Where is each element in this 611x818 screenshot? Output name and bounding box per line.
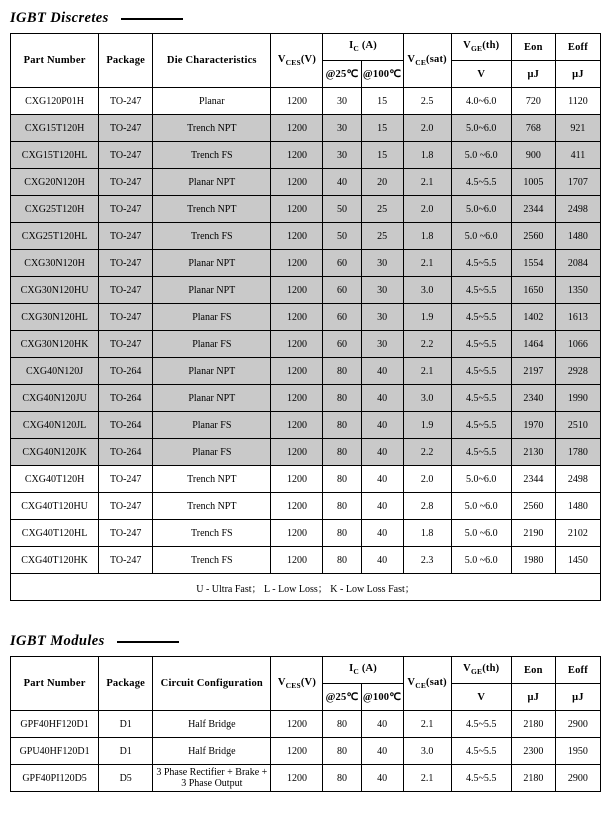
die-characteristics-cell: Planar FS (153, 304, 271, 331)
eon-cell: 2130 (511, 439, 555, 466)
table-row (11, 412, 601, 439)
vge-th-cell: 4.5~5.5 (451, 385, 511, 412)
package-cell: TO-247 (99, 277, 153, 304)
vces-cell: 1200 (271, 142, 323, 169)
eon-cell: 1650 (511, 277, 555, 304)
eoff-cell: 1480 (555, 493, 600, 520)
vce-sat-cell: 2.0 (403, 115, 451, 142)
eon-cell: 1554 (511, 250, 555, 277)
vces-cell: 1200 (271, 223, 323, 250)
vge-th-cell: 5.0 ~6.0 (451, 142, 511, 169)
ic-25c-cell: 80 (323, 765, 361, 792)
vge-th-cell: 5.0 ~6.0 (451, 520, 511, 547)
col-header-package: Package (99, 657, 153, 711)
vge-th-cell: 5.0 ~6.0 (451, 493, 511, 520)
ic-25c-cell: 80 (323, 412, 361, 439)
vces-cell: 1200 (271, 277, 323, 304)
vces-cell: 1200 (271, 711, 323, 738)
ic-100c-cell: 15 (361, 115, 403, 142)
table-footnote: U - Ultra Fast； L - Low Loss； K - Low Loss Fast； (11, 574, 601, 601)
table-row (11, 493, 601, 520)
part-number-cell: GPF40HF120D1 (11, 711, 99, 738)
section-heading-discretes (10, 10, 611, 27)
die-characteristics-cell: Trench NPT (153, 493, 271, 520)
package-cell: D5 (99, 765, 153, 792)
eoff-cell: 411 (555, 142, 600, 169)
ic-25c-cell: 30 (323, 115, 361, 142)
ic-25c-cell: 80 (323, 493, 361, 520)
ic-25c-cell: 80 (323, 711, 361, 738)
vce-sat-cell: 3.0 (403, 738, 451, 765)
die-characteristics-cell: Trench NPT (153, 466, 271, 493)
package-cell: TO-247 (99, 520, 153, 547)
eoff-cell: 1707 (555, 169, 600, 196)
part-number-cell: CXG25T120H (11, 196, 99, 223)
die-characteristics-cell: Planar (153, 88, 271, 115)
vge-th-cell: 4.5~5.5 (451, 358, 511, 385)
ic-25c-cell: 80 (323, 520, 361, 547)
vces-cell: 1200 (271, 88, 323, 115)
table-row (11, 439, 601, 466)
package-cell: TO-264 (99, 439, 153, 466)
die-characteristics-cell: Planar NPT (153, 169, 271, 196)
part-number-cell: CXG40N120JU (11, 385, 99, 412)
table-row (11, 88, 601, 115)
vge-th-cell: 4.5~5.5 (451, 711, 511, 738)
table-row (11, 115, 601, 142)
eon-cell: 2180 (511, 765, 555, 792)
table-row (11, 169, 601, 196)
die-characteristics-cell: Trench FS (153, 547, 271, 574)
ic-100c-cell: 30 (361, 331, 403, 358)
die-characteristics-cell: Planar FS (153, 439, 271, 466)
eoff-cell: 2498 (555, 196, 600, 223)
package-cell: TO-264 (99, 385, 153, 412)
die-characteristics-cell: Planar NPT (153, 250, 271, 277)
ic-25c-cell: 30 (323, 142, 361, 169)
eon-cell: 768 (511, 115, 555, 142)
eon-cell: 1464 (511, 331, 555, 358)
col-header-vge-th-unit: V (451, 684, 511, 711)
vge-th-cell: 4.5~5.5 (451, 765, 511, 792)
part-number-cell: CXG120P01H (11, 88, 99, 115)
section-gap (0, 601, 611, 623)
col-header-vces: $V_{CES}(V)$ (271, 657, 323, 711)
package-cell: TO-247 (99, 304, 153, 331)
part-number-cell: CXG40T120HK (11, 547, 99, 574)
part-number-cell: GPU40HF120D1 (11, 738, 99, 765)
eoff-cell: 2510 (555, 412, 600, 439)
ic-25c-cell: 60 (323, 250, 361, 277)
ic-25c-cell: 80 (323, 466, 361, 493)
col-header-die-characteristics: Die Characteristics (153, 34, 271, 88)
ic-100c-cell: 40 (361, 385, 403, 412)
vce-sat-cell: 2.8 (403, 493, 451, 520)
vce-sat-cell: 2.1 (403, 250, 451, 277)
table-row (11, 738, 601, 765)
vge-th-cell: 4.5~5.5 (451, 331, 511, 358)
col-header-vge-th: $V_{GE}(th)$ (451, 34, 511, 61)
vce-sat-cell: 3.0 (403, 277, 451, 304)
package-cell: TO-247 (99, 142, 153, 169)
vce-sat-cell: 2.2 (403, 439, 451, 466)
vce-sat-cell: 2.0 (403, 466, 451, 493)
col-header-eon-unit: μJ (511, 684, 555, 711)
col-header-eoff-unit: μJ (555, 684, 600, 711)
die-characteristics-cell: Planar FS (153, 331, 271, 358)
ic-100c-cell: 40 (361, 520, 403, 547)
ic-100c-cell: 40 (361, 711, 403, 738)
vces-cell: 1200 (271, 196, 323, 223)
eon-cell: 2560 (511, 493, 555, 520)
ic-100c-cell: 30 (361, 304, 403, 331)
col-header-eon: Eon (511, 657, 555, 684)
eon-cell: 1402 (511, 304, 555, 331)
ic-25c-cell: 60 (323, 277, 361, 304)
vces-cell: 1200 (271, 358, 323, 385)
die-characteristics-cell: Half Bridge (153, 711, 271, 738)
vce-sat-cell: 1.8 (403, 223, 451, 250)
ic-25c-cell: 80 (323, 547, 361, 574)
ic-25c-cell: 40 (323, 169, 361, 196)
table-row (11, 385, 601, 412)
package-cell: TO-264 (99, 358, 153, 385)
vge-th-cell: 5.0 ~6.0 (451, 223, 511, 250)
ic-100c-cell: 15 (361, 142, 403, 169)
package-cell: TO-247 (99, 466, 153, 493)
igbt-modules-body (11, 711, 601, 792)
igbt-discretes-body (11, 88, 601, 601)
die-characteristics-cell: Planar NPT (153, 277, 271, 304)
die-characteristics-cell: Planar NPT (153, 385, 271, 412)
ic-100c-cell: 40 (361, 412, 403, 439)
table-row (11, 250, 601, 277)
vce-sat-cell: 2.1 (403, 765, 451, 792)
vce-sat-cell: 2.3 (403, 547, 451, 574)
table-row (11, 223, 601, 250)
ic-25c-cell: 80 (323, 358, 361, 385)
vce-sat-cell: 2.1 (403, 711, 451, 738)
eon-cell: 2344 (511, 196, 555, 223)
table-row (11, 196, 601, 223)
package-cell: TO-247 (99, 115, 153, 142)
part-number-cell: CXG40N120J (11, 358, 99, 385)
vce-sat-cell: 2.0 (403, 196, 451, 223)
ic-25c-cell: 30 (323, 88, 361, 115)
vge-th-cell: 5.0~6.0 (451, 196, 511, 223)
vces-cell: 1200 (271, 331, 323, 358)
part-number-cell: GPF40PI120D5 (11, 765, 99, 792)
col-header-vce-sat: $V_{CE}(sat)$ (403, 34, 451, 88)
part-number-cell: CXG15T120H (11, 115, 99, 142)
part-number-cell: CXG30N120HU (11, 277, 99, 304)
vce-sat-cell: 1.8 (403, 142, 451, 169)
die-characteristics-cell: Trench NPT (153, 115, 271, 142)
vces-cell: 1200 (271, 493, 323, 520)
col-header-ic-25c: @25℃ (323, 684, 361, 711)
eon-cell: 1970 (511, 412, 555, 439)
eoff-cell: 2084 (555, 250, 600, 277)
ic-100c-cell: 30 (361, 277, 403, 304)
vces-cell: 1200 (271, 466, 323, 493)
eoff-cell: 2900 (555, 711, 600, 738)
part-number-cell: CXG20N120H (11, 169, 99, 196)
col-header-vge-th-unit: V (451, 61, 511, 88)
package-cell: TO-247 (99, 223, 153, 250)
ic-100c-cell: 40 (361, 738, 403, 765)
package-cell: TO-247 (99, 493, 153, 520)
package-cell: TO-247 (99, 88, 153, 115)
section-heading-modules (10, 633, 611, 650)
ic-100c-cell: 25 (361, 196, 403, 223)
part-number-cell: CXG40T120H (11, 466, 99, 493)
table-row (11, 331, 601, 358)
eon-cell: 1005 (511, 169, 555, 196)
vce-sat-cell: 2.1 (403, 169, 451, 196)
col-header-ic-100c: @100℃ (361, 61, 403, 88)
col-header-eon-unit: μJ (511, 61, 555, 88)
part-number-cell: CXG30N120HK (11, 331, 99, 358)
package-cell: D1 (99, 711, 153, 738)
package-cell: D1 (99, 738, 153, 765)
part-number-cell: CXG40N120JK (11, 439, 99, 466)
vge-th-cell: 4.0~6.0 (451, 88, 511, 115)
ic-100c-cell: 40 (361, 358, 403, 385)
eon-cell: 2190 (511, 520, 555, 547)
part-number-cell: CXG40T120HU (11, 493, 99, 520)
package-cell: TO-247 (99, 547, 153, 574)
vces-cell: 1200 (271, 304, 323, 331)
eoff-cell: 1613 (555, 304, 600, 331)
table-row (11, 358, 601, 385)
ic-100c-cell: 30 (361, 250, 403, 277)
col-header-ic-25c: @25℃ (323, 61, 361, 88)
vge-th-cell: 4.5~5.5 (451, 250, 511, 277)
section-title-modules: IGBT Modules (10, 633, 105, 649)
eoff-cell: 1990 (555, 385, 600, 412)
table-row (11, 765, 601, 792)
col-header-eoff-unit: μJ (555, 61, 600, 88)
heading-rule-2 (117, 641, 179, 643)
eoff-cell: 921 (555, 115, 600, 142)
vces-cell: 1200 (271, 520, 323, 547)
eoff-cell: 1066 (555, 331, 600, 358)
eon-cell: 720 (511, 88, 555, 115)
col-header-vces: $V_{CES}(V)$ (271, 34, 323, 88)
eoff-cell: 1780 (555, 439, 600, 466)
ic-25c-cell: 50 (323, 223, 361, 250)
table-header-row-1 (11, 657, 601, 684)
ic-100c-cell: 40 (361, 439, 403, 466)
vce-sat-cell: 2.2 (403, 331, 451, 358)
eon-cell: 2560 (511, 223, 555, 250)
ic-25c-cell: 60 (323, 331, 361, 358)
col-header-circuit-configuration: Circuit Configuration (153, 657, 271, 711)
part-number-cell: CXG30N120H (11, 250, 99, 277)
package-cell: TO-247 (99, 169, 153, 196)
vces-cell: 1200 (271, 115, 323, 142)
die-characteristics-cell: Trench NPT (153, 196, 271, 223)
vge-th-cell: 4.5~5.5 (451, 304, 511, 331)
eon-cell: 2300 (511, 738, 555, 765)
table-row (11, 711, 601, 738)
vce-sat-cell: 1.9 (403, 412, 451, 439)
eoff-cell: 1120 (555, 88, 600, 115)
col-header-vge-th: $V_{GE}(th)$ (451, 657, 511, 684)
vces-cell: 1200 (271, 412, 323, 439)
package-cell: TO-247 (99, 331, 153, 358)
vce-sat-cell: 3.0 (403, 385, 451, 412)
vge-th-cell: 5.0~6.0 (451, 466, 511, 493)
ic-100c-cell: 25 (361, 223, 403, 250)
vces-cell: 1200 (271, 169, 323, 196)
eoff-cell: 2900 (555, 765, 600, 792)
ic-25c-cell: 50 (323, 196, 361, 223)
die-characteristics-cell: Trench FS (153, 142, 271, 169)
eoff-cell: 2928 (555, 358, 600, 385)
package-cell: TO-247 (99, 196, 153, 223)
package-cell: TO-264 (99, 412, 153, 439)
vces-cell: 1200 (271, 547, 323, 574)
ic-100c-cell: 15 (361, 88, 403, 115)
eoff-cell: 1950 (555, 738, 600, 765)
vge-th-cell: 4.5~5.5 (451, 277, 511, 304)
eon-cell: 2180 (511, 711, 555, 738)
part-number-cell: CXG40N120JL (11, 412, 99, 439)
eon-cell: 1980 (511, 547, 555, 574)
ic-25c-cell: 80 (323, 385, 361, 412)
vces-cell: 1200 (271, 250, 323, 277)
vces-cell: 1200 (271, 439, 323, 466)
col-header-ic: $I_C$ (A) (323, 657, 403, 684)
ic-100c-cell: 40 (361, 466, 403, 493)
vces-cell: 1200 (271, 385, 323, 412)
table-row (11, 466, 601, 493)
table-footnote-row (11, 574, 601, 601)
vge-th-cell: 4.5~5.5 (451, 439, 511, 466)
die-characteristics-cell: 3 Phase Rectifier + Brake + 3 Phase Output (153, 765, 271, 792)
table-row (11, 547, 601, 574)
col-header-part-number: Part Number (11, 34, 99, 88)
vce-sat-cell: 2.1 (403, 358, 451, 385)
vce-sat-cell: 1.8 (403, 520, 451, 547)
table-row (11, 520, 601, 547)
vge-th-cell: 4.5~5.5 (451, 169, 511, 196)
col-header-part-number: Part Number (11, 657, 99, 711)
col-header-ic: $I_C$ (A) (323, 34, 403, 61)
eoff-cell: 2102 (555, 520, 600, 547)
vces-cell: 1200 (271, 765, 323, 792)
ic-25c-cell: 80 (323, 738, 361, 765)
vge-th-cell: 4.5~5.5 (451, 738, 511, 765)
col-header-eoff: Eoff (555, 34, 600, 61)
table-header-row-1 (11, 34, 601, 61)
ic-100c-cell: 20 (361, 169, 403, 196)
col-header-vce-sat: $V_{CE}(sat)$ (403, 657, 451, 711)
eon-cell: 900 (511, 142, 555, 169)
vces-cell: 1200 (271, 738, 323, 765)
col-header-eoff: Eoff (555, 657, 600, 684)
eon-cell: 2340 (511, 385, 555, 412)
die-characteristics-cell: Planar NPT (153, 358, 271, 385)
die-characteristics-cell: Planar FS (153, 412, 271, 439)
part-number-cell: CXG40T120HL (11, 520, 99, 547)
vce-sat-cell: 2.5 (403, 88, 451, 115)
table-row (11, 277, 601, 304)
part-number-cell: CXG25T120HL (11, 223, 99, 250)
part-number-cell: CXG30N120HL (11, 304, 99, 331)
die-characteristics-cell: Trench FS (153, 520, 271, 547)
eoff-cell: 1350 (555, 277, 600, 304)
ic-25c-cell: 60 (323, 304, 361, 331)
package-cell: TO-247 (99, 250, 153, 277)
section-title-discretes: IGBT Discretes (10, 10, 109, 26)
table-row (11, 304, 601, 331)
vce-sat-cell: 1.9 (403, 304, 451, 331)
vge-th-cell: 4.5~5.5 (451, 412, 511, 439)
vge-th-cell: 5.0 ~6.0 (451, 547, 511, 574)
col-header-package: Package (99, 34, 153, 88)
eoff-cell: 2498 (555, 466, 600, 493)
ic-100c-cell: 40 (361, 493, 403, 520)
ic-100c-cell: 40 (361, 765, 403, 792)
ic-25c-cell: 80 (323, 439, 361, 466)
eon-cell: 2344 (511, 466, 555, 493)
datasheet-page (0, 10, 611, 792)
eoff-cell: 1450 (555, 547, 600, 574)
part-number-cell: CXG15T120HL (11, 142, 99, 169)
die-characteristics-cell: Half Bridge (153, 738, 271, 765)
eon-cell: 2197 (511, 358, 555, 385)
table-row (11, 142, 601, 169)
die-characteristics-cell: Trench FS (153, 223, 271, 250)
igbt-discretes-table (10, 33, 601, 601)
igbt-modules-table (10, 656, 601, 792)
eoff-cell: 1480 (555, 223, 600, 250)
heading-rule (121, 18, 183, 20)
col-header-eon: Eon (511, 34, 555, 61)
col-header-ic-100c: @100℃ (361, 684, 403, 711)
ic-100c-cell: 40 (361, 547, 403, 574)
vge-th-cell: 5.0~6.0 (451, 115, 511, 142)
